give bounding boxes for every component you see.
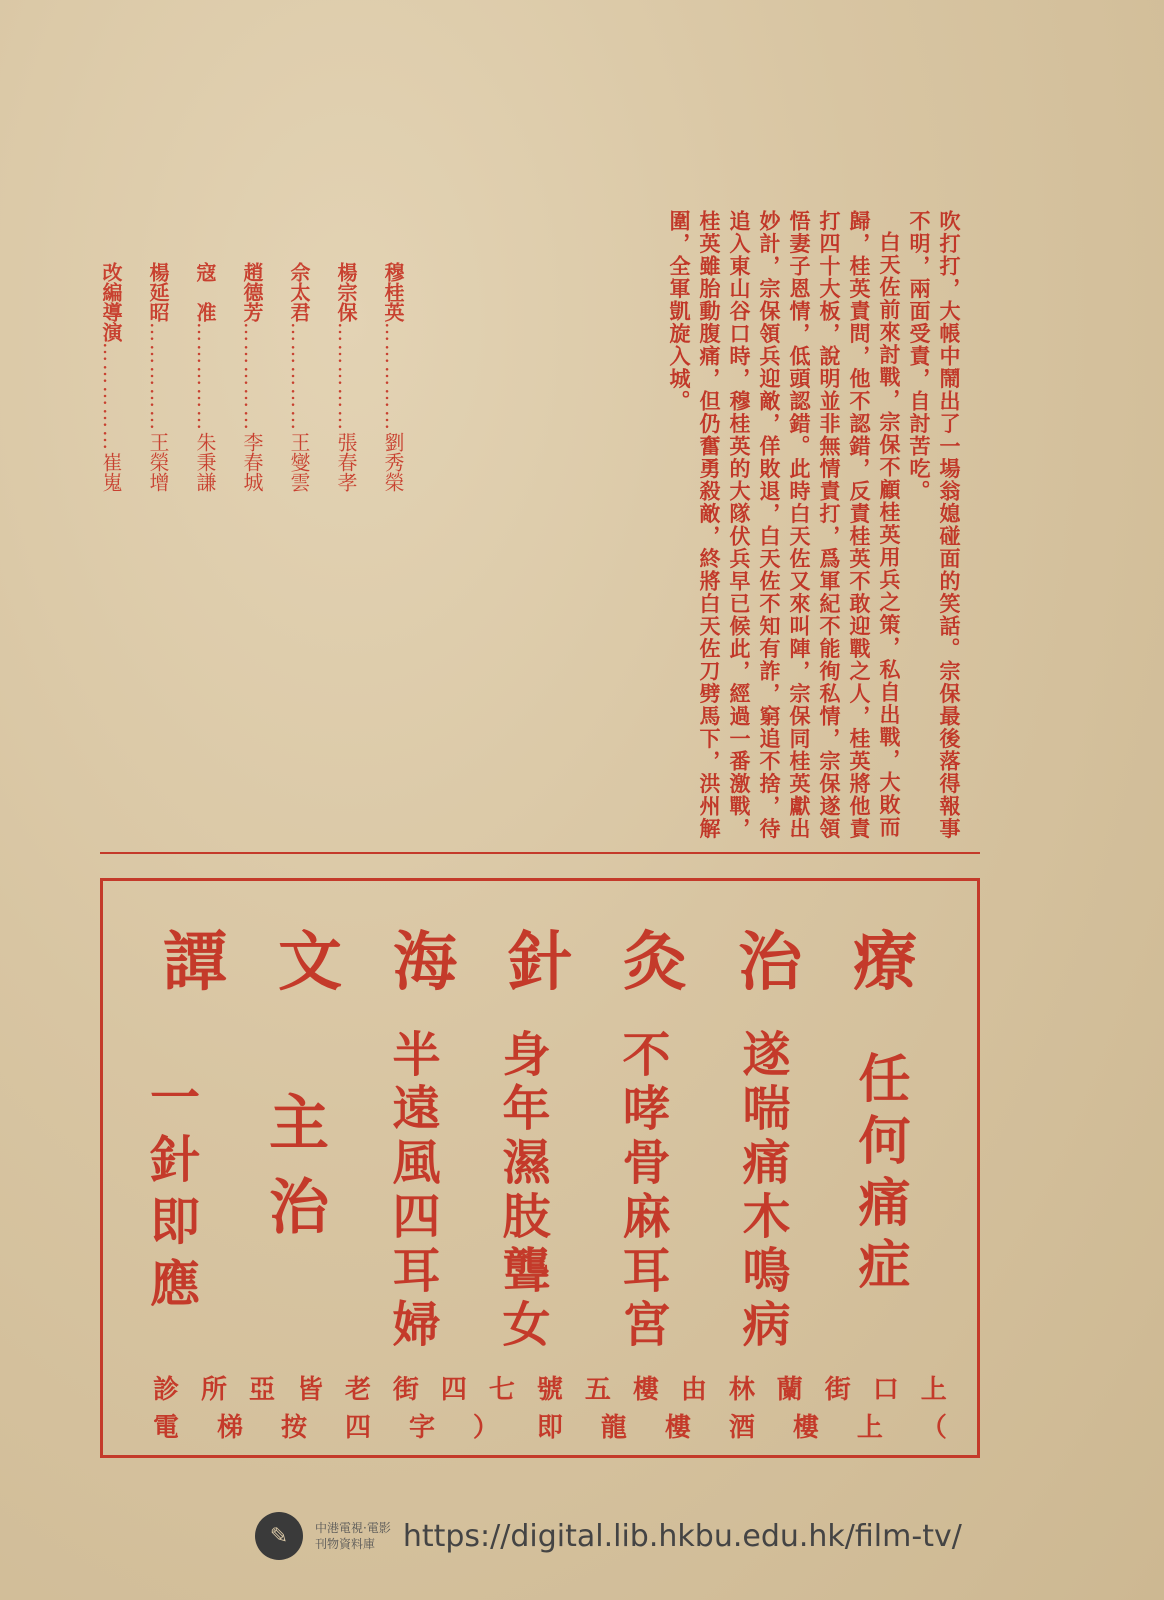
cast-actor: 李春城 — [240, 432, 264, 492]
ad-address-char: 四 — [440, 1375, 467, 1405]
ad-address — [103, 1369, 977, 1445]
ad-address-char: 街 — [824, 1375, 851, 1405]
section-divider — [100, 852, 980, 854]
cast-entry — [322, 262, 369, 822]
watermark-url: https://digital.lib.hkbu.edu.hk/film-tv/ — [402, 1518, 962, 1554]
cast-entry — [181, 262, 228, 822]
ad-symptom-column: 遂喘痛木鳴病 — [734, 1029, 790, 1353]
ad-address-char: 四 — [344, 1413, 371, 1443]
cast-entry — [87, 262, 134, 822]
cast-dots: …………… — [193, 322, 217, 432]
cast-entry — [275, 262, 322, 822]
cast-role: 穆桂英 — [381, 262, 405, 322]
watermark-name: 中港電視·電影 刊物資料庫 — [315, 1521, 391, 1551]
ad-address-char: ） — [472, 1413, 499, 1443]
ad-address-char: 樓 — [792, 1413, 819, 1443]
cast-role: 佘太君 — [287, 262, 311, 322]
ad-address-char: 街 — [392, 1375, 419, 1405]
ad-symptom-column: 半遠風四耳婦 — [384, 1029, 440, 1353]
ad-address-char: 皆 — [296, 1375, 323, 1405]
synopsis-paragraph-1: 吹打打，大帳中鬧出了一場翁媳碰面的笑話。宗保最後落得報事不明，兩面受責，自討苦吃。 — [907, 210, 962, 840]
ad-address-char: 上 — [920, 1375, 947, 1405]
cast-entry — [369, 262, 416, 822]
ad-symptom-column: 不哮骨麻耳宮 — [614, 1029, 670, 1353]
ad-address-char: 七 — [488, 1375, 515, 1405]
ad-address-char: 號 — [536, 1375, 563, 1405]
ad-address-char: 電 — [153, 1413, 180, 1443]
ad-main-treats: 主治 — [259, 1091, 329, 1259]
cast-entry — [134, 262, 181, 822]
ad-address-char: （ — [920, 1413, 947, 1443]
cast-dots: …………… — [240, 322, 264, 432]
library-logo-icon: ✎ — [255, 1512, 303, 1560]
ad-address-char: 亞 — [248, 1375, 275, 1405]
cast-dots: …………… — [99, 342, 123, 452]
ad-address-char: 樓 — [664, 1413, 691, 1443]
ad-address-char: 診 — [153, 1375, 180, 1405]
cast-entry — [228, 262, 275, 822]
cast-dots: …………… — [146, 322, 170, 432]
ad-address-char: 龍 — [600, 1413, 627, 1443]
cast-list — [87, 262, 416, 822]
cast-dots: …………… — [287, 322, 311, 432]
cast-actor: 王燮雲 — [287, 432, 311, 492]
acupuncture-advertisement — [100, 878, 980, 1458]
cast-actor: 崔嵬 — [99, 452, 123, 492]
cast-role: 楊延昭 — [146, 262, 170, 322]
ad-title — [163, 911, 917, 1003]
cast-actor: 張春孝 — [334, 432, 358, 492]
ad-title-char: 針 — [508, 925, 572, 1000]
cast-actor: 劉秀榮 — [381, 432, 405, 492]
ad-title-char: 譚 — [163, 925, 227, 1000]
ad-address-char: 五 — [584, 1375, 611, 1405]
ad-one-needle: 一針即應 — [142, 1071, 201, 1319]
ad-address-line-2 — [103, 1407, 977, 1445]
ad-title-char: 療 — [853, 925, 917, 1000]
ad-title-char: 治 — [738, 925, 802, 1000]
ad-title-char: 海 — [393, 925, 457, 1000]
ad-address-char: 蘭 — [776, 1375, 803, 1405]
cast-dots: …………… — [334, 322, 358, 432]
ad-title-char: 灸 — [623, 925, 687, 1000]
ad-address-char: 上 — [856, 1413, 883, 1443]
ad-address-char: 即 — [536, 1413, 563, 1443]
cast-role: 寇 准 — [193, 262, 217, 322]
ad-address-char: 口 — [872, 1375, 899, 1405]
cast-actor: 朱秉謙 — [193, 432, 217, 492]
synopsis-text — [664, 210, 964, 850]
ad-address-char: 老 — [344, 1375, 371, 1405]
ad-address-char: 林 — [728, 1375, 755, 1405]
ad-address-line-1 — [103, 1369, 977, 1407]
watermark — [255, 1512, 962, 1560]
cast-dots: …………… — [381, 322, 405, 432]
ad-address-char: 由 — [680, 1375, 707, 1405]
ad-address-char: 按 — [280, 1413, 307, 1443]
cast-role: 改編導演 — [99, 262, 123, 342]
ad-any-pain: 任何痛症 — [849, 1051, 910, 1299]
ad-address-char: 樓 — [632, 1375, 659, 1405]
ad-address-char: 酒 — [728, 1413, 755, 1443]
ad-address-char: 字 — [408, 1413, 435, 1443]
ad-title-char: 文 — [278, 925, 342, 1000]
ad-address-char: 梯 — [216, 1413, 243, 1443]
synopsis-paragraph-2: 白天佐前來討戰，宗保不顧桂英用兵之策，私自出戰，大敗而歸，桂英責問，他不認錯，反責桂英不敢迎戰之人，桂英將他責打四十大板，說明並非無情責打，爲軍紀不能徇私情，宗保遂領悟妻子恩情，低頭認錯。此時白天佐又來叫陣，宗保同桂英獻出妙計，宗保領兵迎敵，佯敗退，白天佐不知有詐，窮追不捨，待追入東山谷口時，穆桂英的大隊伏兵早已候此，經過一番激戰，桂英雖胎動腹痛，但仍奮勇殺敵，終將白天佐刀劈馬下，洪州解圍，全軍凱旋入城。 — [667, 210, 902, 840]
ad-symptom-column: 身年濕肢聾女 — [494, 1029, 550, 1353]
ad-address-char: 所 — [200, 1375, 227, 1405]
cast-role: 楊宗保 — [334, 262, 358, 322]
cast-role: 趙德芳 — [240, 262, 264, 322]
cast-actor: 王榮增 — [146, 432, 170, 492]
